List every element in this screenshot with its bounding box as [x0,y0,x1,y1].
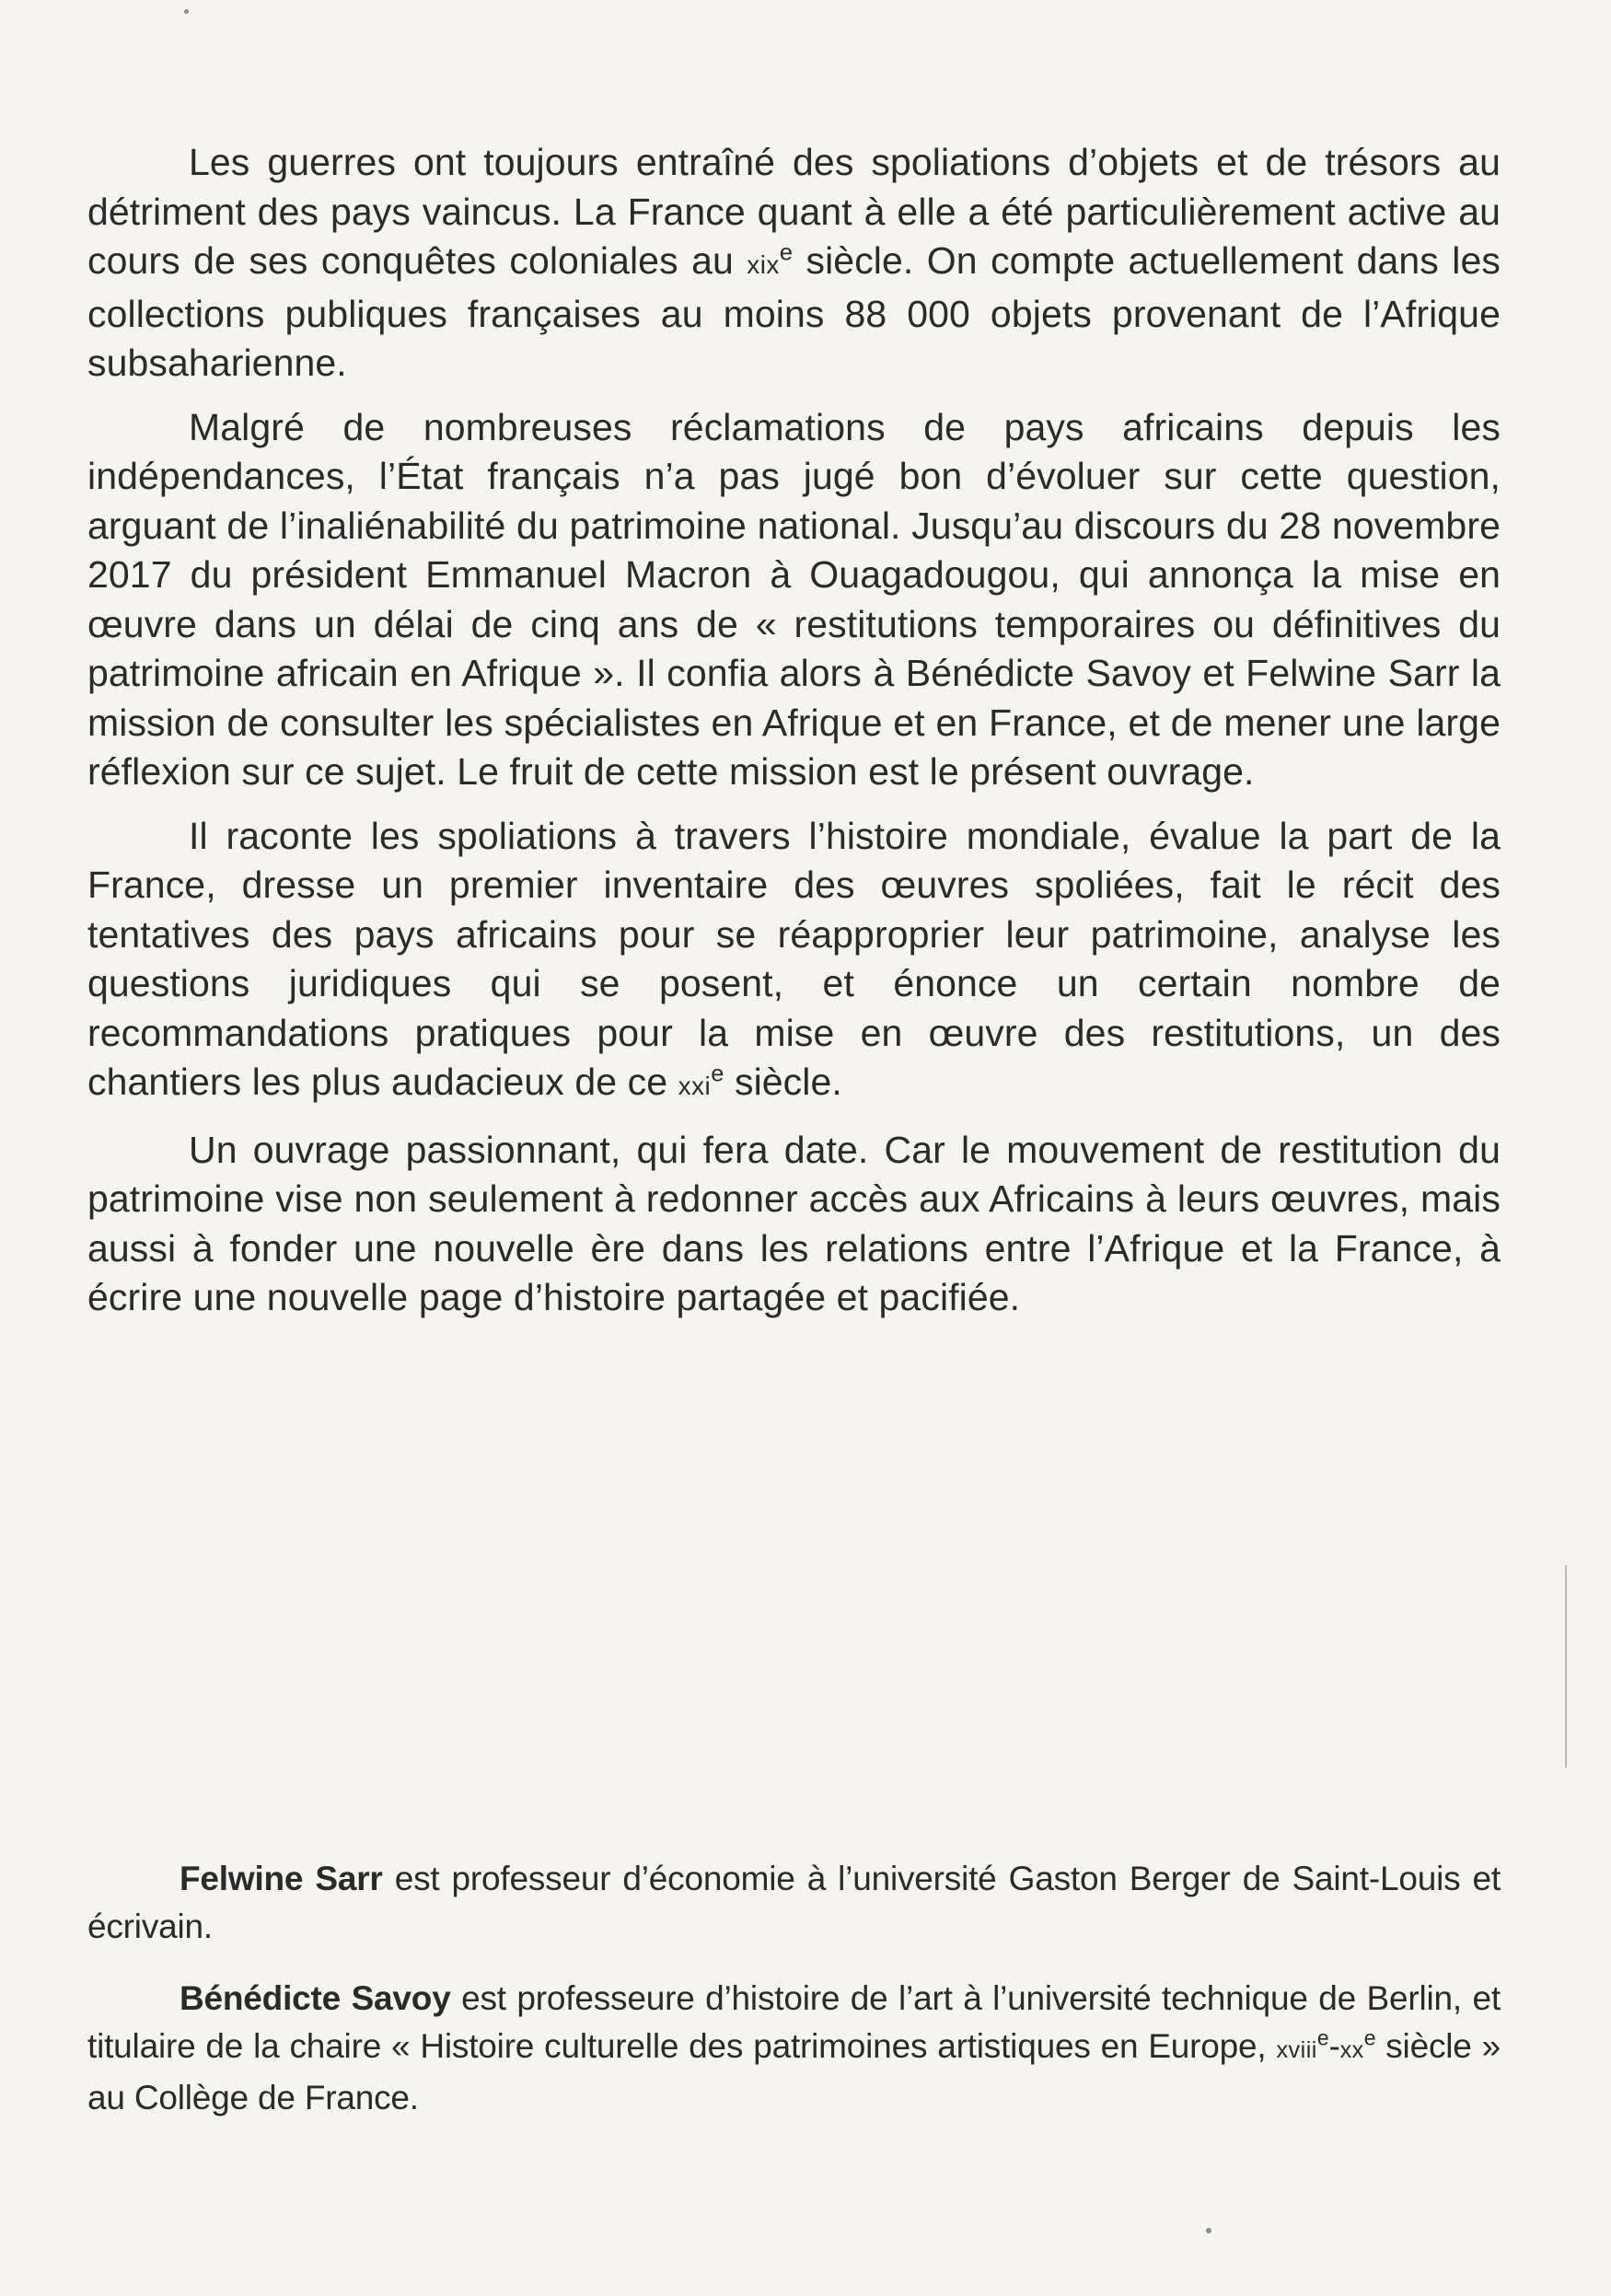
author-name-savoy: Bénédicte Savoy [180,1979,451,2017]
scan-edge-mark [1565,1565,1567,1768]
century-superscript: e [711,1061,724,1087]
blurb-paragraph-3: Il raconte les spoliations à travers l’histoire mondiale, évalue la part de la France, dresse un premier inventaire des œuvres spoliées, fait le récit des tentatives des pays africains pour se réapproprier leur patrimoine, analyse les questions juridiques qui se posent, et énonce un certain nombre de recommandations pratiques pour la mise en œuvre des restitutions, un des chantiers les plus audacieux de ce xxi$^e$ siècle. [87,814,1501,1103]
century-superscript: e [1363,2025,1376,2050]
blurb-paragraph-4: Un ouvrage passionnant, qui fera date. Car le mouvement de restitution du patrimoine vise non seulement à redonner accès aux Africains à leurs œuvres, mais aussi à fonder une nouvelle ère dans les relations entre l’Afrique et la France, à écrire une nouvelle page d’histoire partagée et pacifiée. [87,1128,1501,1318]
author-bios [87,1855,1501,2146]
scan-speck [184,9,189,14]
century-numeral: xviii [1276,2037,1317,2063]
bio-savoy: Bénédicte Savoy est professeure d’histoire de l’art à l’université technique de Berlin, et titulaire de la chaire « Histoire culturelle des patrimoines artistiques en Europe, $xviii^e-xx^e$ siècle » au Collège de France. [87,1979,1501,2116]
century-numeral: xx [1339,2037,1364,2063]
century-superscript: e [779,239,794,266]
blurb-paragraph-1: Les guerres ont toujours entraîné des spoliations d’objets et de trésors au détriment des pays vaincus. La France quant à elle a été particulièrement active au cours de ses conquêtes coloniales au xix$^e$ siècle. On compte actuellement dans les collections publiques françaises au moins 88 000 objets provenant de l’Afrique subsaharienne. [87,141,1501,384]
scan-speck [1206,2228,1211,2233]
century-superscript: e [1316,2025,1329,2050]
blurb-paragraph-2: Malgré de nombreuses réclamations de pays africains depuis les indépendances, l’État français n’a pas jugé bon d’évoluer sur cette question, arguant de l’inaliénabilité du patrimoine national. Jusqu’au discours du 28 novembre 2017 du président Emmanuel Macron à Ouagadougou, qui annonça la mise en œuvre dans un délai de cinq ans de « restitutions temporaires ou définitives du patrimoine africain en Afrique ». Il confia alors à Bénédicte Savoy et Felwine Sarr la mission de consulter les spécialistes en Afrique et en France, et de mener une large réflexion sur ce sujet. Le fruit de cette mission est le présent ouvrage. [87,405,1501,793]
century-numeral: xxi [678,1072,712,1100]
century-numeral: xix [747,250,780,279]
book-blurb [87,138,1501,1338]
author-name-sarr: Felwine Sarr [180,1860,383,1897]
bio-sarr: Felwine Sarr est professeur d’économie à l’université Gaston Berger de Saint-Louis et écrivain. [87,1860,1501,1945]
